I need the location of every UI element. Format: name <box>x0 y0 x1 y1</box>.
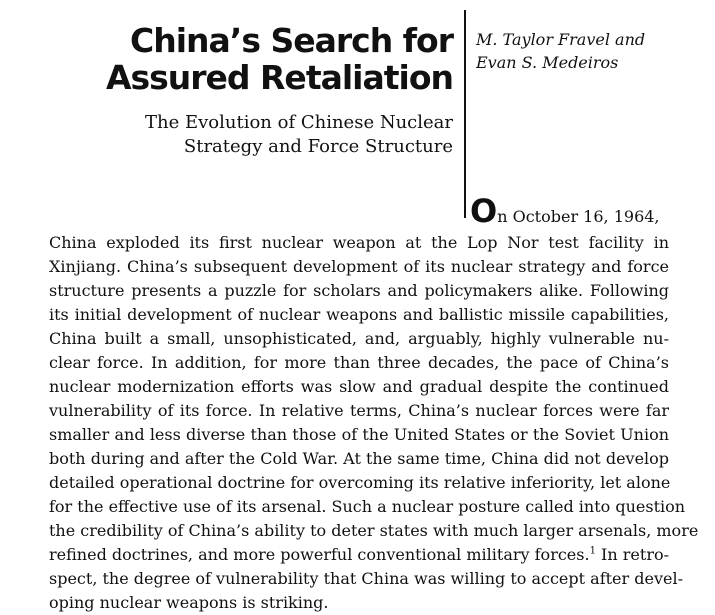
body-line-with-footnote <box>49 543 669 567</box>
article-subtitle <box>145 111 453 159</box>
body-line: China built a small, unsophisticated, and, arguably, highly vulnerable nu- <box>49 329 669 348</box>
title-line-1: China’s Search for <box>130 21 453 60</box>
drop-cap: O <box>470 192 498 230</box>
body-line: its initial development of nuclear weapons and ballistic missile capabilities, <box>49 305 669 324</box>
body-line: nuclear modernization efforts was slow and gradual despite the continued <box>49 377 669 396</box>
opening-line <box>470 192 660 230</box>
subtitle-line-2: Strategy and Force Structure <box>183 136 453 157</box>
body-line: clear force. In addition, for more than three decades, the pace of China’s <box>49 353 669 372</box>
body-line: detailed operational doctrine for overcoming its relative inferiority, let alone <box>49 473 671 492</box>
author-line-1: M. Taylor Fravel and <box>476 30 646 49</box>
body-line: oping nuclear weapons is striking. <box>49 593 329 612</box>
body-line-text: refined doctrines, and more powerful conventional military forces. <box>49 545 590 564</box>
body-line: both during and after the Cold War. At the same time, China did not develop <box>49 449 670 468</box>
article-title <box>106 22 453 96</box>
authors <box>476 28 645 74</box>
opening-text: n October 16, 1964, <box>497 207 660 226</box>
vertical-divider <box>464 10 466 218</box>
title-line-2: Assured Retaliation <box>105 58 453 97</box>
article-body <box>49 231 699 615</box>
body-line: for the effective use of its arsenal. Such a nuclear posture called into question <box>49 497 686 516</box>
body-line: vulnerability of its force. In relative terms, China’s nuclear forces were far <box>49 401 669 420</box>
body-line: Xinjiang. China’s subsequent development of its nuclear strategy and force <box>49 257 669 276</box>
body-line: smaller and less diverse than those of the United States or the Soviet Union <box>49 425 669 444</box>
body-line: China exploded its first nuclear weapon at the Lop Nor test facility in <box>49 233 669 252</box>
footnote-marker[interactable]: 1 <box>589 545 596 557</box>
body-line-tail: In retro- <box>595 545 670 564</box>
author-line-2: Evan S. Medeiros <box>476 53 619 72</box>
body-line: spect, the degree of vulnerability that China was willing to accept after devel- <box>49 569 683 588</box>
body-line: the credibility of China’s ability to deter states with much larger arsenals, more <box>49 521 699 540</box>
subtitle-line-1: The Evolution of Chinese Nuclear <box>145 112 453 133</box>
body-line: structure presents a puzzle for scholars and policymakers alike. Following <box>49 281 669 300</box>
